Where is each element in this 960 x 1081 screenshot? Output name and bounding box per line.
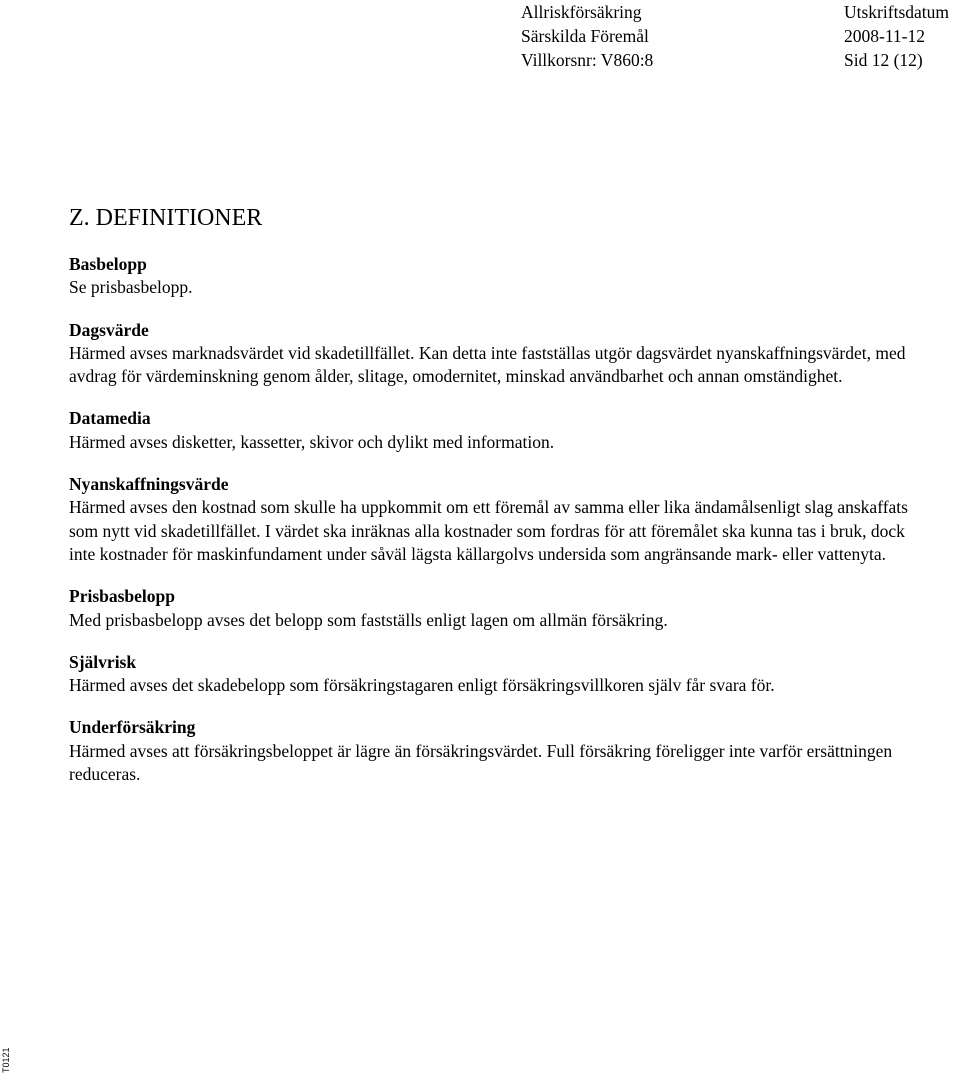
print-date-label: Utskriftsdatum: [844, 2, 949, 22]
document-body: [69, 203, 929, 805]
print-date: 2008-11-12: [844, 26, 926, 46]
definition-term: Datamedia: [69, 408, 151, 429]
header-row: [521, 48, 960, 72]
definition-text: Härmed avses disketter, kassetter, skivor och dylikt med information.: [69, 431, 555, 452]
definition-text: Härmed avses att försäkringsbeloppet är lägre än försäkringsvärdet. Full försäkring föreligger inte varför ersättningen reduceras.: [69, 740, 893, 785]
definition-term: Prisbasbelopp: [69, 586, 175, 607]
definition-term: Basbelopp: [69, 254, 147, 274]
definition-sjalvrisk: [69, 651, 929, 698]
definition-text: Med prisbasbelopp avses det belopp som fastställs enligt lagen om allmän försäkring.: [69, 609, 668, 630]
definition-term: Dagsvärde: [69, 319, 149, 340]
page-number: Sid 12 (12): [844, 50, 923, 70]
definition-text: Se prisbasbelopp.: [69, 277, 193, 298]
definition-underforsakring: [69, 716, 929, 786]
definition-term: Underförsäkring: [69, 717, 196, 738]
definition-datamedia: [69, 407, 929, 454]
form-code: T0121: [1, 1047, 11, 1073]
definition-term: Nyanskaffningsvärde: [69, 474, 229, 495]
definition-text: Härmed avses den kostnad som skulle ha uppkommit om ett föremål av samma eller lika ändamålsenligt slag anskaffats som nytt vid skadetillfället. I värdet ska inräknas alla kostnader som fordras för att föremålet ska kunna tas i bruk, dock inte kostnader för maskinfundament under såväl lägsta källargolvs undersida som angränsande mark- eller vattenyta.: [69, 497, 908, 564]
product-name: Allriskförsäkring: [521, 2, 642, 22]
definition-term: Självrisk: [69, 651, 137, 672]
terms-number: Villkorsnr: V860:8: [521, 50, 654, 70]
definition-text: Härmed avses marknadsvärdet vid skadetillfället. Kan detta inte fastställas utgör dagsvärdet nyanskaffningsvärdet, med avdrag för värdeminskning genom ålder, slitage, omodernitet, minskad användbarhet och annan omständighet.: [69, 342, 906, 387]
definition-text: Härmed avses det skadebelopp som försäkringstagaren enligt försäkringsvillkoren själv får svara för.: [69, 675, 775, 696]
definition-nyanskaffningsvarde: [69, 473, 929, 566]
section-title: Z. DEFINITIONER: [69, 205, 263, 231]
header-row: [521, 0, 960, 24]
definition-prisbasbelopp: [69, 585, 929, 632]
definition-dagsvarde: [69, 319, 929, 389]
product-subtitle: Särskilda Föremål: [521, 26, 649, 46]
page-header: [521, 0, 960, 72]
header-row: [521, 24, 960, 48]
definition-basbelopp: [69, 253, 929, 300]
